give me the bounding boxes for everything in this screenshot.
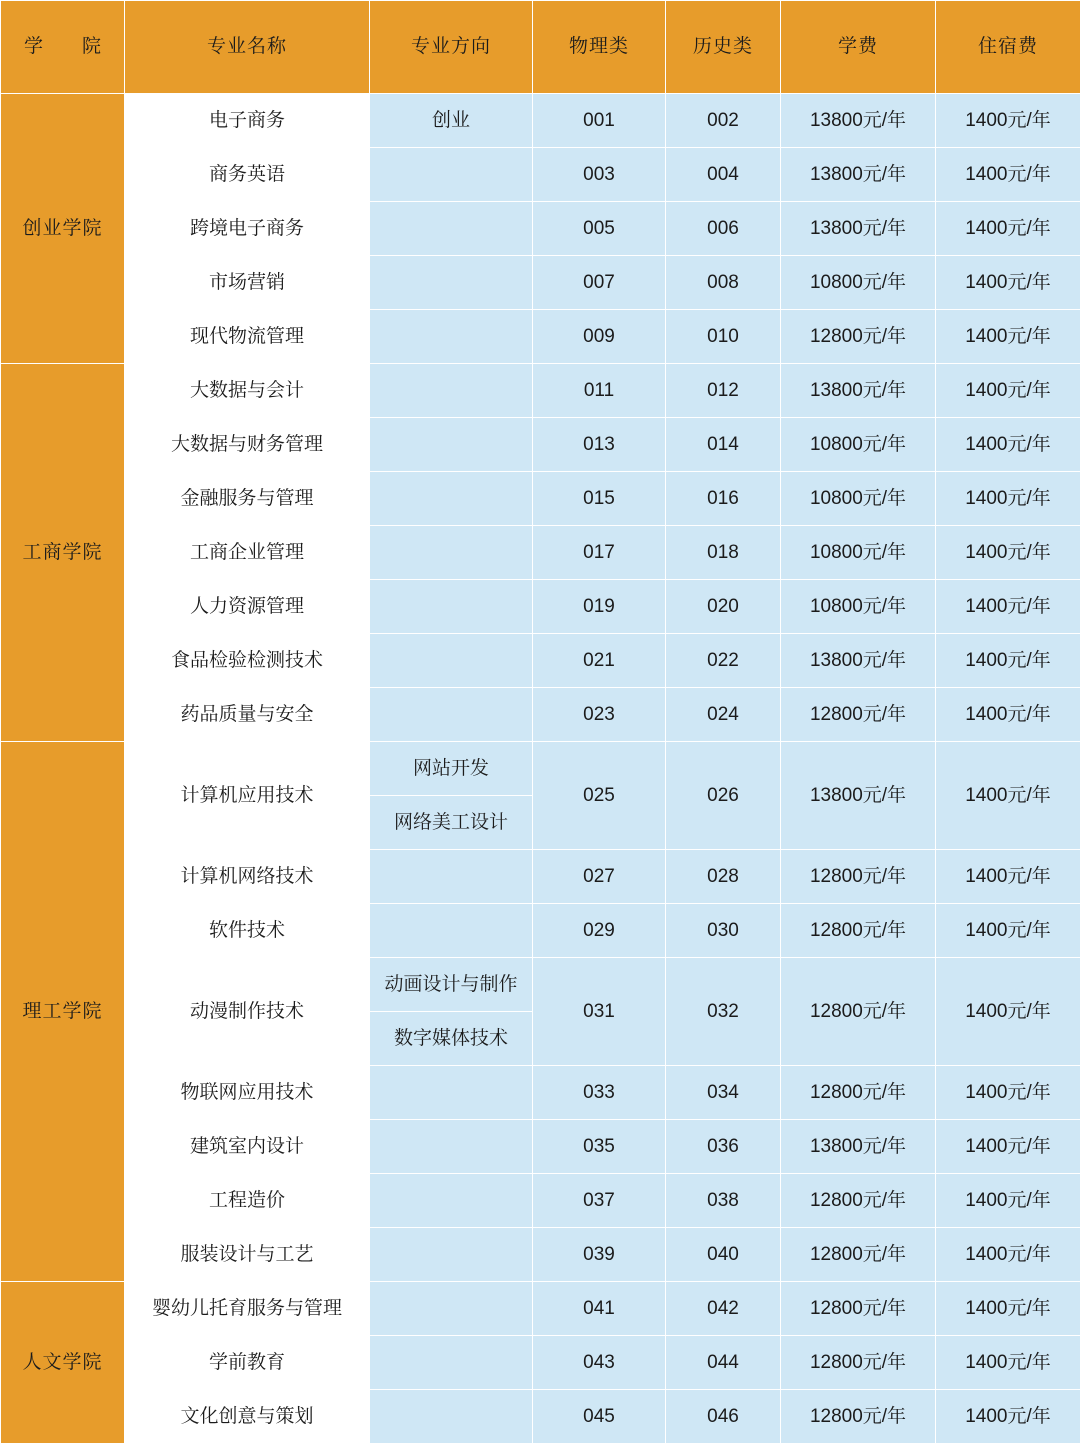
physics-code: 033 — [533, 1066, 666, 1120]
major-name: 计算机应用技术 — [125, 742, 370, 850]
major-name: 工商企业管理 — [125, 526, 370, 580]
tuition-fee: 13800元/年 — [781, 364, 936, 418]
table-row — [1, 256, 1080, 310]
table-row — [1, 1336, 1080, 1390]
major-name: 工程造价 — [125, 1174, 370, 1228]
dorm-fee: 1400元/年 — [936, 580, 1080, 634]
history-code: 012 — [666, 364, 781, 418]
table-row — [1, 94, 1080, 148]
tuition-fee: 10800元/年 — [781, 580, 936, 634]
history-code: 040 — [666, 1228, 781, 1282]
column-header-college: 学 院 — [1, 1, 125, 94]
history-code: 036 — [666, 1120, 781, 1174]
tuition-fee: 13800元/年 — [781, 202, 936, 256]
major-name: 建筑室内设计 — [125, 1120, 370, 1174]
table-row — [1, 850, 1080, 904]
history-code: 024 — [666, 688, 781, 742]
major-direction: 网络美工设计 — [370, 796, 533, 850]
dorm-fee: 1400元/年 — [936, 850, 1080, 904]
physics-code: 019 — [533, 580, 666, 634]
table-row — [1, 148, 1080, 202]
dorm-fee: 1400元/年 — [936, 1336, 1080, 1390]
physics-code: 015 — [533, 472, 666, 526]
physics-code: 005 — [533, 202, 666, 256]
column-header-direction: 专业方向 — [370, 1, 533, 94]
major-direction — [370, 688, 533, 742]
major-name: 商务英语 — [125, 148, 370, 202]
table-row — [1, 634, 1080, 688]
history-code: 034 — [666, 1066, 781, 1120]
table-row — [1, 1390, 1080, 1444]
table-row — [1, 1066, 1080, 1120]
history-code: 006 — [666, 202, 781, 256]
history-code: 004 — [666, 148, 781, 202]
major-direction — [370, 634, 533, 688]
dorm-fee: 1400元/年 — [936, 94, 1080, 148]
history-code: 042 — [666, 1282, 781, 1336]
major-direction — [370, 526, 533, 580]
physics-code: 021 — [533, 634, 666, 688]
college-name: 人文学院 — [1, 1282, 125, 1444]
table-row — [1, 580, 1080, 634]
history-code: 038 — [666, 1174, 781, 1228]
tuition-fee: 13800元/年 — [781, 634, 936, 688]
major-direction — [370, 1228, 533, 1282]
table-header — [1, 1, 1080, 94]
major-direction — [370, 1174, 533, 1228]
major-name: 文化创意与策划 — [125, 1390, 370, 1444]
major-direction — [370, 472, 533, 526]
physics-code: 003 — [533, 148, 666, 202]
tuition-fee: 12800元/年 — [781, 1282, 936, 1336]
dorm-fee: 1400元/年 — [936, 1282, 1080, 1336]
tuition-fee: 12800元/年 — [781, 688, 936, 742]
table-row — [1, 472, 1080, 526]
table-row — [1, 688, 1080, 742]
physics-code: 031 — [533, 958, 666, 1066]
major-direction: 数字媒体技术 — [370, 1012, 533, 1066]
history-code: 020 — [666, 580, 781, 634]
major-name: 大数据与会计 — [125, 364, 370, 418]
history-code: 026 — [666, 742, 781, 850]
major-name: 电子商务 — [125, 94, 370, 148]
major-name: 金融服务与管理 — [125, 472, 370, 526]
physics-code: 045 — [533, 1390, 666, 1444]
history-code: 016 — [666, 472, 781, 526]
history-code: 008 — [666, 256, 781, 310]
dorm-fee: 1400元/年 — [936, 1174, 1080, 1228]
major-direction — [370, 580, 533, 634]
table-row — [1, 958, 1080, 1012]
physics-code: 029 — [533, 904, 666, 958]
major-direction — [370, 850, 533, 904]
physics-code: 041 — [533, 1282, 666, 1336]
dorm-fee: 1400元/年 — [936, 418, 1080, 472]
column-header-tuition: 学费 — [781, 1, 936, 94]
tuition-fee: 13800元/年 — [781, 148, 936, 202]
major-direction — [370, 904, 533, 958]
major-direction — [370, 1120, 533, 1174]
column-header-major: 专业名称 — [125, 1, 370, 94]
major-direction: 网站开发 — [370, 742, 533, 796]
major-name: 学前教育 — [125, 1336, 370, 1390]
dorm-fee: 1400元/年 — [936, 148, 1080, 202]
table-row — [1, 904, 1080, 958]
table-row — [1, 742, 1080, 796]
major-direction — [370, 310, 533, 364]
physics-code: 017 — [533, 526, 666, 580]
history-code: 022 — [666, 634, 781, 688]
major-name: 物联网应用技术 — [125, 1066, 370, 1120]
history-code: 018 — [666, 526, 781, 580]
dorm-fee: 1400元/年 — [936, 688, 1080, 742]
major-direction — [370, 256, 533, 310]
dorm-fee: 1400元/年 — [936, 634, 1080, 688]
major-name: 服装设计与工艺 — [125, 1228, 370, 1282]
physics-code: 043 — [533, 1336, 666, 1390]
tuition-fee: 12800元/年 — [781, 1174, 936, 1228]
major-name: 市场营销 — [125, 256, 370, 310]
major-name: 药品质量与安全 — [125, 688, 370, 742]
dorm-fee: 1400元/年 — [936, 958, 1080, 1066]
major-name: 计算机网络技术 — [125, 850, 370, 904]
dorm-fee: 1400元/年 — [936, 310, 1080, 364]
history-code: 002 — [666, 94, 781, 148]
major-name: 人力资源管理 — [125, 580, 370, 634]
dorm-fee: 1400元/年 — [936, 256, 1080, 310]
college-name: 工商学院 — [1, 364, 125, 742]
history-code: 010 — [666, 310, 781, 364]
major-direction — [370, 418, 533, 472]
major-name: 跨境电子商务 — [125, 202, 370, 256]
major-name: 婴幼儿托育服务与管理 — [125, 1282, 370, 1336]
tuition-fee: 10800元/年 — [781, 418, 936, 472]
column-header-physics: 物理类 — [533, 1, 666, 94]
table-row — [1, 418, 1080, 472]
physics-code: 035 — [533, 1120, 666, 1174]
header-row — [1, 1, 1080, 94]
history-code: 044 — [666, 1336, 781, 1390]
major-name: 大数据与财务管理 — [125, 418, 370, 472]
dorm-fee: 1400元/年 — [936, 1066, 1080, 1120]
college-name: 创业学院 — [1, 94, 125, 364]
tuition-fee: 12800元/年 — [781, 310, 936, 364]
tuition-fee: 12800元/年 — [781, 1066, 936, 1120]
table-row — [1, 1282, 1080, 1336]
physics-code: 001 — [533, 94, 666, 148]
physics-code: 011 — [533, 364, 666, 418]
physics-code: 023 — [533, 688, 666, 742]
table-row — [1, 1174, 1080, 1228]
physics-code: 025 — [533, 742, 666, 850]
dorm-fee: 1400元/年 — [936, 364, 1080, 418]
major-direction — [370, 364, 533, 418]
column-header-dorm: 住宿费 — [936, 1, 1080, 94]
history-code: 032 — [666, 958, 781, 1066]
tuition-fee: 13800元/年 — [781, 1120, 936, 1174]
physics-code: 013 — [533, 418, 666, 472]
table-row — [1, 364, 1080, 418]
major-name: 食品检验检测技术 — [125, 634, 370, 688]
history-code: 030 — [666, 904, 781, 958]
dorm-fee: 1400元/年 — [936, 1120, 1080, 1174]
dorm-fee: 1400元/年 — [936, 526, 1080, 580]
tuition-fee: 12800元/年 — [781, 1390, 936, 1444]
tuition-fee: 12800元/年 — [781, 904, 936, 958]
history-code: 028 — [666, 850, 781, 904]
tuition-fee: 12800元/年 — [781, 1228, 936, 1282]
table-row — [1, 1120, 1080, 1174]
major-direction — [370, 1282, 533, 1336]
physics-code: 007 — [533, 256, 666, 310]
college-name: 理工学院 — [1, 742, 125, 1282]
tuition-fee: 13800元/年 — [781, 94, 936, 148]
column-header-history: 历史类 — [666, 1, 781, 94]
table-row — [1, 1228, 1080, 1282]
dorm-fee: 1400元/年 — [936, 202, 1080, 256]
major-name: 现代物流管理 — [125, 310, 370, 364]
dorm-fee: 1400元/年 — [936, 1228, 1080, 1282]
tuition-fee: 10800元/年 — [781, 256, 936, 310]
major-name: 动漫制作技术 — [125, 958, 370, 1066]
tuition-fee: 12800元/年 — [781, 1336, 936, 1390]
table-row — [1, 202, 1080, 256]
tuition-fee: 10800元/年 — [781, 526, 936, 580]
table-row — [1, 526, 1080, 580]
physics-code: 037 — [533, 1174, 666, 1228]
table-body — [1, 94, 1080, 1444]
physics-code: 039 — [533, 1228, 666, 1282]
dorm-fee: 1400元/年 — [936, 742, 1080, 850]
major-direction — [370, 1390, 533, 1444]
tuition-fee: 12800元/年 — [781, 850, 936, 904]
physics-code: 009 — [533, 310, 666, 364]
tuition-fee: 10800元/年 — [781, 472, 936, 526]
history-code: 046 — [666, 1390, 781, 1444]
major-direction: 动画设计与制作 — [370, 958, 533, 1012]
major-direction — [370, 1066, 533, 1120]
tuition-fee: 13800元/年 — [781, 742, 936, 850]
physics-code: 027 — [533, 850, 666, 904]
major-direction — [370, 148, 533, 202]
dorm-fee: 1400元/年 — [936, 472, 1080, 526]
dorm-fee: 1400元/年 — [936, 904, 1080, 958]
history-code: 014 — [666, 418, 781, 472]
major-direction: 创业 — [370, 94, 533, 148]
table-row — [1, 310, 1080, 364]
dorm-fee: 1400元/年 — [936, 1390, 1080, 1444]
major-name: 软件技术 — [125, 904, 370, 958]
tuition-fee: 12800元/年 — [781, 958, 936, 1066]
major-direction — [370, 1336, 533, 1390]
major-direction — [370, 202, 533, 256]
